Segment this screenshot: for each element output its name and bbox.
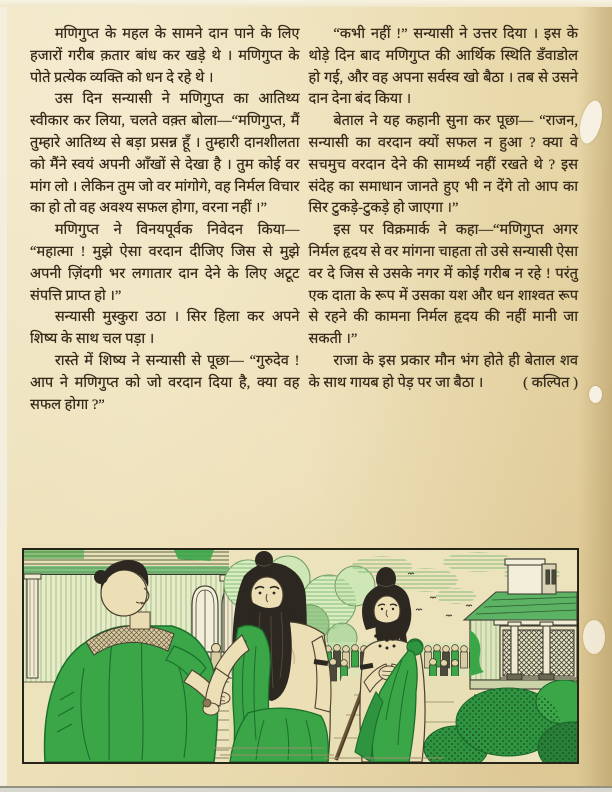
paper-blemish <box>583 620 605 654</box>
right-paragraph-4 <box>309 351 579 395</box>
right-column <box>309 24 579 416</box>
story-attribution: ( कल्पित ) <box>523 374 578 391</box>
right-paragraph-1: “कभी नहीं !” सन्यासी ने उत्तर दिया । इस के थोड़े दिन बाद मणिगुप्त की आर्थिक स्थिति डँवाडोल हो गई, और वह अपना सर्वस्व खो बैठा । तब से उसने दान देना बंद किया । <box>308 26 578 108</box>
left-column <box>30 24 300 416</box>
closing-text: राजा के इस प्रकार मौन भंग होते ही बेताल शव के साथ गायब हो पेड़ पर जा बैठा । <box>308 352 578 391</box>
left-paragraph-1: मणिगुप्त के महल के सामने दान पाने के लिए हजारों गरीब क़तार बांध कर खड़े थे । मणिगुप्त के पोते प्रत्येक व्यक्ति को धन दे रहे थे । <box>30 26 300 86</box>
text-columns <box>30 24 578 416</box>
left-paragraph-3: मणिगुप्त ने विनयपूर्वक निवेदन किया— “महात्मा ! मुझे ऐसा वरदान दीजिए जिस से मुझे अपनी ज़िंदगी भर लगातार दान देने के लिए अटूट संपत्ति प्राप्त हो ।” <box>30 222 300 304</box>
left-paragraph-4: सन्यासी मुस्कुरा उठा । सिर हिला कर अपने शिष्य के साथ चल पड़ा । <box>30 309 300 348</box>
page-edge-top <box>0 0 612 7</box>
left-paragraph-2: उस दिन सन्यासी ने मणिगुप्त का आतिथ्य स्वीकार कर लिया, चलते वक़्त बोला—“मणिगुप्त, मैं तुम्हारे आतिथ्य से बड़ा प्रसन्न हूँ । तुम्हारी दानशीलता को मैंने स्वयं अपनी आँखों से देखा है । तुम कोई वर मांग लो । लेकिन तुम जो वर मांगोगे, वह निर्मल विचार का हो तो वह अवश्य सफल होगा, वरना नहीं ।” <box>30 91 300 217</box>
right-paragraph-3: इस पर विक्रमार्क ने कहा—“मणिगुप्त अगर निर्मल हृदय से वर मांगना चाहता तो उसे सन्यासी ऐसा वर दे जिस से उसके नगर में कोई गरीब न रहे ! परंतु एक दाता के रूप में उसका यश और धन शाश्वत रूप से रहने की कामना निर्मल हृदय की नहीं मानी जा सकती ।” <box>308 222 578 348</box>
left-paragraph-5: रास्ते में शिष्य ने सन्यासी से पूछा— “गुरुदेव ! आप ने मणिगुप्त को जो वरदान दिया है, क्या वह सफल होगा ?” <box>30 352 300 413</box>
paper-blemish <box>589 386 602 403</box>
page-edge-left <box>0 0 7 792</box>
story-illustration <box>22 548 579 764</box>
right-paragraph-2: बेताल ने यह कहानी सुना कर पूछा— “राजन, सन्यासी का वरदान क्यों सफल न हुआ ? क्या वे सचमुच वरदान देने की सामर्थ्य नहीं रखते थे ? इस संदेह का समाधान जानते हुए भी न देंगे तो आप का सिर टुकड़े-टुकड़े हो जाएगा ।” <box>308 113 578 217</box>
story-illustration-art <box>24 550 577 762</box>
page-bottom-strip <box>0 786 612 792</box>
